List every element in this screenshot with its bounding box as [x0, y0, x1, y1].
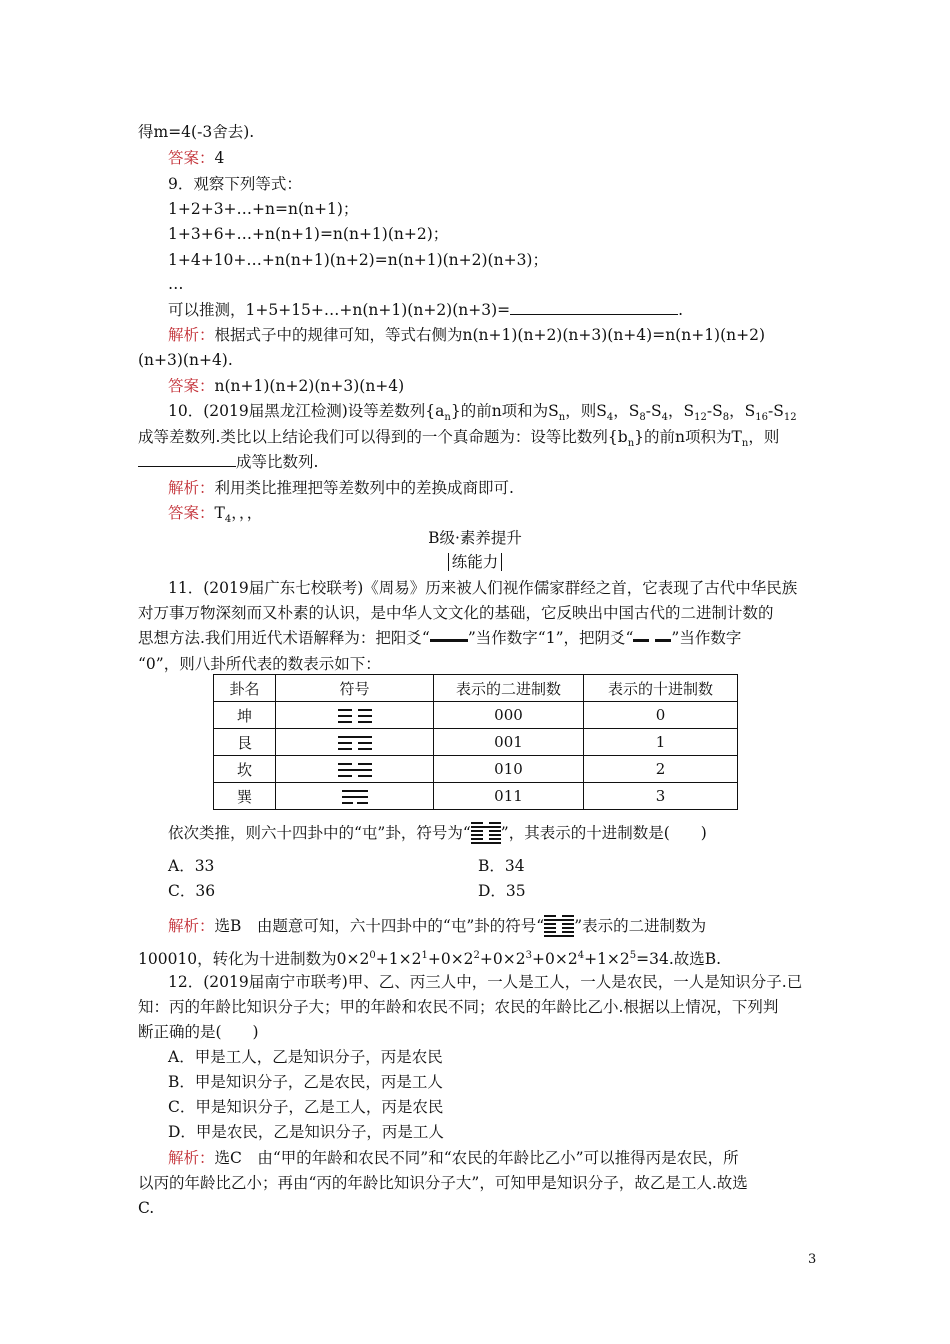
section-subtitle — [0, 552, 950, 572]
text-line: 得m=4(-3舍去). — [138, 123, 255, 141]
q11-solution-b: ”表示的二进制数为 — [574, 917, 707, 935]
q11-follow — [168, 822, 707, 844]
answer-line — [168, 148, 224, 168]
binary-value: 000 — [434, 702, 584, 729]
q9-ellipsis: … — [168, 275, 184, 293]
binary-value: 001 — [434, 729, 584, 756]
q10-answer-t: T — [214, 504, 225, 522]
q9-solution-text: 根据式子中的规律可知，等式右侧为n(n+1)(n+2)(n+3)(n+4)=n(n+1)(n+2) — [214, 326, 766, 344]
q10-solution-text: 利用类比推理把等差数列中的差换成商即可. — [214, 479, 514, 497]
q11-p3-a: 思想方法.我们用近代术语解释为：把阳爻“ — [138, 629, 430, 647]
trigram-symbol-cell — [276, 729, 434, 756]
subscript: 4 — [224, 514, 232, 526]
table-row — [214, 729, 738, 756]
answer-label: 答案： — [168, 504, 215, 522]
minus-s: -S — [645, 402, 662, 420]
q9-guess-end: . — [678, 301, 684, 319]
q10-answer — [168, 503, 262, 530]
q10-line3-text: 成等比数列. — [236, 453, 319, 471]
subscript: n — [444, 412, 451, 424]
table-header-row — [214, 675, 738, 702]
q11-term: +0×2 — [427, 950, 474, 969]
q9-eq3: 1+4+10+…+n(n+1)(n+2)=n(n+1)(n+2)(n+3)； — [168, 251, 548, 269]
section-title: B级·素养提升 — [428, 529, 522, 547]
q11-solution-a: 选B 由题意可知，六十四卦中的“屯”卦的符号“ — [214, 917, 545, 935]
table-row — [214, 756, 738, 783]
answer-blank — [510, 300, 678, 315]
q11-term: +0×2 — [532, 950, 578, 969]
q12-p2: 知：丙的年龄比知识分子大；甲的年龄和农民不同；农民的年龄比乙小.根据以上情况，下列判 — [138, 998, 779, 1016]
q10-line2-b: }的前n项积为T — [634, 428, 742, 446]
section-subtitle-box: 练能力 — [448, 553, 503, 571]
option-b: B．34 — [478, 857, 525, 875]
q9-answer — [168, 376, 404, 396]
q9-guess — [168, 300, 683, 320]
q11-sol-c: 100010，转化为十进制数为0×2 — [138, 950, 370, 969]
q9-stem: 9．观察下列等式： — [168, 175, 302, 193]
gen-trigram-icon — [338, 736, 372, 750]
subscript: n — [741, 438, 749, 450]
s-symbol: S — [744, 402, 756, 420]
q11-term: +1×2 — [375, 950, 422, 969]
table-row — [214, 783, 738, 810]
q11-p1: 11．(2019届广东七校联考)《周易》历来被人们视作儒家群经之首，它表现了古代中华民族 — [168, 579, 798, 597]
solution-label: 解析： — [168, 479, 215, 497]
option-b: B．甲是知识分子，乙是农民，丙是工人 — [168, 1073, 443, 1091]
q10-line2 — [138, 427, 779, 454]
yang-line-icon — [430, 632, 468, 646]
trigram-symbol-cell — [276, 756, 434, 783]
q10-answer-tail: ，，， — [231, 504, 263, 522]
subscript: 8 — [722, 412, 730, 424]
q11-term: +0×2 — [479, 950, 526, 969]
superscript: 5 — [629, 950, 637, 961]
answer-value: 4 — [214, 149, 225, 167]
trigram-name: 巽 — [214, 783, 276, 810]
option-c: C．甲是知识分子，乙是工人，丙是农民 — [168, 1098, 444, 1116]
q11-p4: “0”，则八卦所代表的数表示如下： — [138, 655, 381, 673]
q9-solution-cont: (n+3)(n+4). — [138, 351, 233, 369]
option-a: A．甲是工人，乙是知识分子，丙是农民 — [168, 1048, 443, 1066]
q11-p3-c: ”当作数字 — [671, 629, 742, 647]
minus-s: -S — [706, 402, 723, 420]
trigram-name: 艮 — [214, 729, 276, 756]
decimal-value: 1 — [584, 729, 738, 756]
answer-label: 答案： — [168, 149, 215, 167]
option-a: A．33 — [168, 857, 215, 875]
q10-stem-c: ，则S — [565, 402, 607, 420]
q9-solution — [168, 325, 765, 345]
subscript: 12 — [783, 412, 797, 424]
subscript: 16 — [755, 412, 768, 424]
q12-p1: 12．(2019届南宁市联考)甲、乙、丙三人中，一人是工人，一人是农民，一人是知识分子.已 — [168, 973, 803, 991]
binary-value: 011 — [434, 783, 584, 810]
q10-stem-a: 10．(2019届黑龙江检测)设等差数列{a — [168, 402, 445, 420]
comma: ， — [613, 402, 629, 420]
q10-line2-a: 成等差数列.类比以上结论我们可以得到的一个真命题为：设等比数列{b — [138, 428, 628, 446]
table-header: 符号 — [276, 675, 434, 702]
q10-stem — [168, 401, 797, 428]
subscript: 8 — [639, 412, 646, 424]
q10-line2-c: ，则 — [748, 428, 780, 446]
bagua-table — [213, 674, 738, 810]
table-row — [214, 702, 738, 729]
kan-trigram-icon — [338, 763, 372, 777]
s-symbol: S — [683, 402, 695, 420]
superscript: 4 — [577, 950, 585, 961]
table-header: 表示的二进制数 — [434, 675, 584, 702]
q10-stem-b: }的前n项和为S — [450, 402, 559, 420]
subscript: 12 — [694, 412, 707, 424]
solution-label: 解析： — [168, 917, 215, 935]
zhun-hexagram-icon — [471, 822, 501, 844]
table-header: 表示的十进制数 — [584, 675, 738, 702]
kun-trigram-icon — [338, 709, 372, 723]
q9-eq2: 1+3+6+…+n(n+1)=n(n+1)(n+2)； — [168, 225, 449, 243]
option-d: D．甲是农民，乙是知识分子，丙是工人 — [168, 1123, 444, 1141]
superscript: 0 — [369, 950, 376, 961]
comma: ， — [668, 402, 684, 420]
subscript: n — [558, 412, 566, 424]
subscript: n — [627, 438, 635, 450]
answer-blank — [138, 452, 236, 467]
comma: ， — [729, 402, 745, 420]
superscript: 2 — [473, 950, 480, 961]
solution-label: 解析： — [168, 1149, 215, 1167]
solution-label: 解析： — [168, 326, 215, 344]
q9-answer-value: n(n+1)(n+2)(n+3)(n+4) — [214, 377, 405, 395]
xun-trigram-icon — [342, 790, 368, 804]
q12-solution-end: C. — [138, 1199, 155, 1217]
page-number: 3 — [808, 1252, 817, 1267]
q11-p2: 对万事万物深刻而又朴素的认识，是中华人文文化的基础，它反映出中国古代的二进制计数的 — [138, 604, 774, 622]
q11-solution — [168, 915, 706, 937]
option-c: C．36 — [168, 882, 216, 900]
subscript: 4 — [606, 412, 614, 424]
trigram-name: 坎 — [214, 756, 276, 783]
q11-term: +1×2 — [584, 950, 630, 969]
trigram-symbol-cell — [276, 783, 434, 810]
q12-solution — [168, 1148, 739, 1168]
decimal-value: 2 — [584, 756, 738, 783]
decimal-value: 0 — [584, 702, 738, 729]
q11-follow-a: 依次类推，则六十四卦中的“屯”卦，符号为“ — [168, 824, 471, 842]
q9-eq1: 1+2+3+…+n=n(n+1)； — [168, 200, 359, 218]
q11-p3-b: ”当作数字“1”，把阴爻“ — [467, 629, 634, 647]
q11-sol-end: =34.故选B. — [636, 950, 722, 969]
answer-label: 答案： — [168, 377, 215, 395]
binary-value: 010 — [434, 756, 584, 783]
q10-line3 — [138, 452, 318, 472]
q12-solution-cont: 以丙的年龄比乙小；再由“丙的年龄比知识分子大”，可知甲是知识分子，故乙是工人.故选 — [138, 1174, 748, 1192]
q10-solution — [168, 478, 514, 498]
superscript: 1 — [421, 950, 428, 961]
s-symbol: S — [628, 402, 640, 420]
q9-guess-text: 可以推测，1+5+15+…+n(n+1)(n+2)(n+3)= — [168, 301, 511, 319]
option-d: D．35 — [478, 882, 526, 900]
decimal-value: 3 — [584, 783, 738, 810]
trigram-name: 坤 — [214, 702, 276, 729]
zhun-hexagram-icon — [544, 915, 574, 937]
minus-s: -S — [767, 402, 784, 420]
trigram-symbol-cell — [276, 702, 434, 729]
q12-solution-text: 选C 由“甲的年龄和农民不同”和“农民的年龄比乙小”可以推得丙是农民，所 — [214, 1149, 739, 1167]
yin-line-icon — [633, 632, 671, 646]
table-header: 卦名 — [214, 675, 276, 702]
q11-p3 — [138, 628, 741, 648]
q11-solution-cont — [138, 946, 721, 969]
q12-p3: 断正确的是( ) — [138, 1023, 259, 1041]
superscript: 3 — [525, 950, 532, 961]
subscript: 4 — [661, 412, 668, 424]
q11-follow-b: ”，其表示的十进制数是( ) — [500, 824, 707, 842]
